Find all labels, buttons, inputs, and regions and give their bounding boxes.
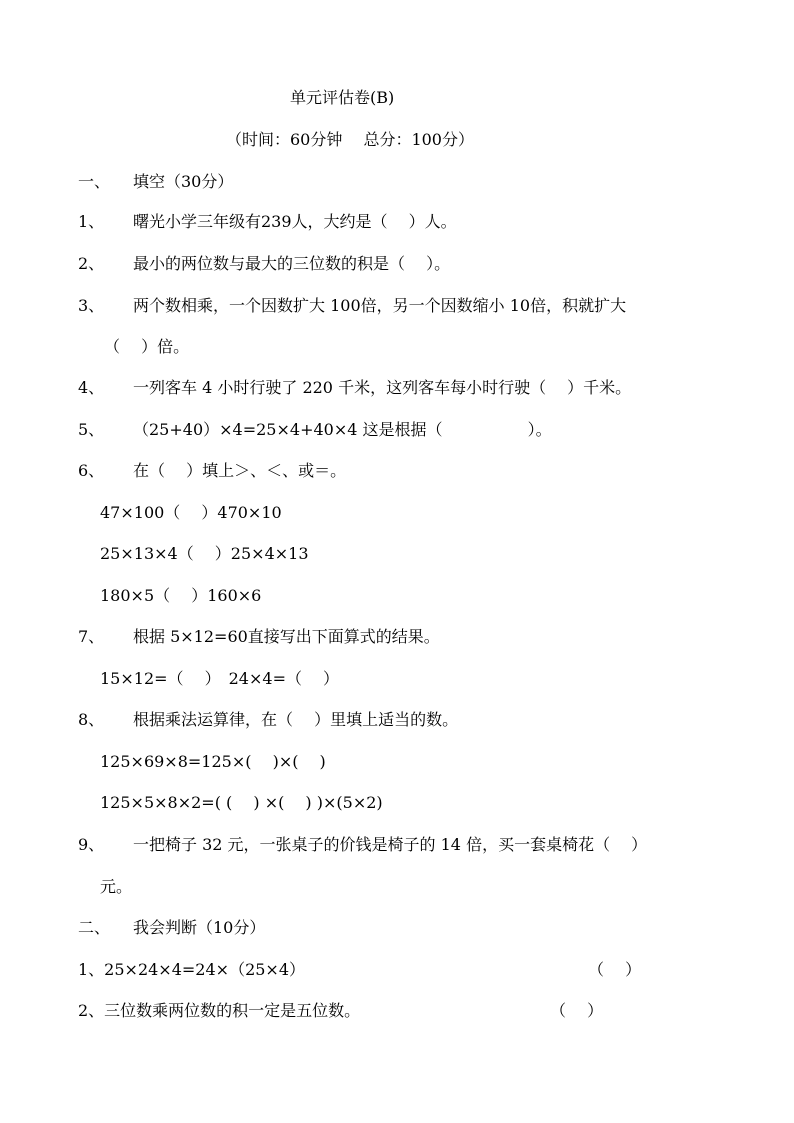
judge-question: 1、25×24×4=24×（25×4）: [78, 960, 306, 979]
section-number: 一、: [78, 172, 111, 191]
judge-question: 2、三位数乘两位数的积一定是五位数。: [78, 1001, 361, 1020]
question-number: 5、: [78, 420, 105, 439]
judge-answer-blank: （ ）: [588, 960, 642, 979]
judge-answer-blank: （ ）: [550, 1001, 604, 1020]
section-number: 二、: [78, 918, 111, 937]
sub-question: 180×5（ ）160×6: [100, 586, 262, 605]
sub-question: 25×13×4（ ）25×4×13: [100, 544, 309, 563]
question-number: 3、: [78, 296, 105, 315]
question-number: 1、: [78, 212, 105, 231]
question-number: 8、: [78, 710, 105, 729]
question-continuation: （ ）倍。: [104, 337, 190, 356]
sub-question: 47×100（ ）470×10: [100, 503, 282, 522]
question-text: 一列客车 4 小时行驶了 220 千米，这列客车每小时行驶（ ）千米。: [133, 378, 632, 397]
question-text: 一把椅子 32 元，一张桌子的价钱是椅子的 14 倍，买一套桌椅花（ ）: [133, 835, 648, 854]
question-text: 根据乘法运算律，在（ ）里填上适当的数。: [133, 710, 459, 729]
page-title: 单元评估卷(B): [290, 88, 395, 107]
question-text: 两个数相乘，一个因数扩大 100倍，另一个因数缩小 10倍，积就扩大: [133, 296, 627, 315]
question-continuation: 元。: [100, 877, 133, 896]
page-subtitle: （时间：60分钟 总分：100分）: [226, 130, 474, 149]
question-number: 9、: [78, 835, 105, 854]
question-text: 根据 5×12=60直接写出下面算式的结果。: [133, 627, 440, 646]
question-text: 最小的两位数与最大的三位数的积是（ ）。: [133, 254, 451, 273]
section-heading: 我会判断（10分）: [133, 918, 266, 937]
question-text: 在（ ）填上＞、＜、或＝。: [133, 461, 347, 480]
sub-question: 15×12=（ ） 24×4=（ ）: [100, 669, 340, 688]
question-number: 7、: [78, 627, 105, 646]
question-text: （25+40）×4=25×4+40×4 这是根据（ ）。: [133, 420, 552, 439]
sub-question: 125×5×8×2=( ( ) ×( ) )×(5×2): [100, 793, 383, 812]
section-heading: 填空（30分）: [133, 172, 234, 191]
question-number: 6、: [78, 461, 105, 480]
sub-question: 125×69×8=125×( )×( ): [100, 752, 326, 771]
question-number: 2、: [78, 254, 105, 273]
question-number: 4、: [78, 378, 105, 397]
question-text: 曙光小学三年级有239人，大约是（ ）人。: [133, 212, 457, 231]
